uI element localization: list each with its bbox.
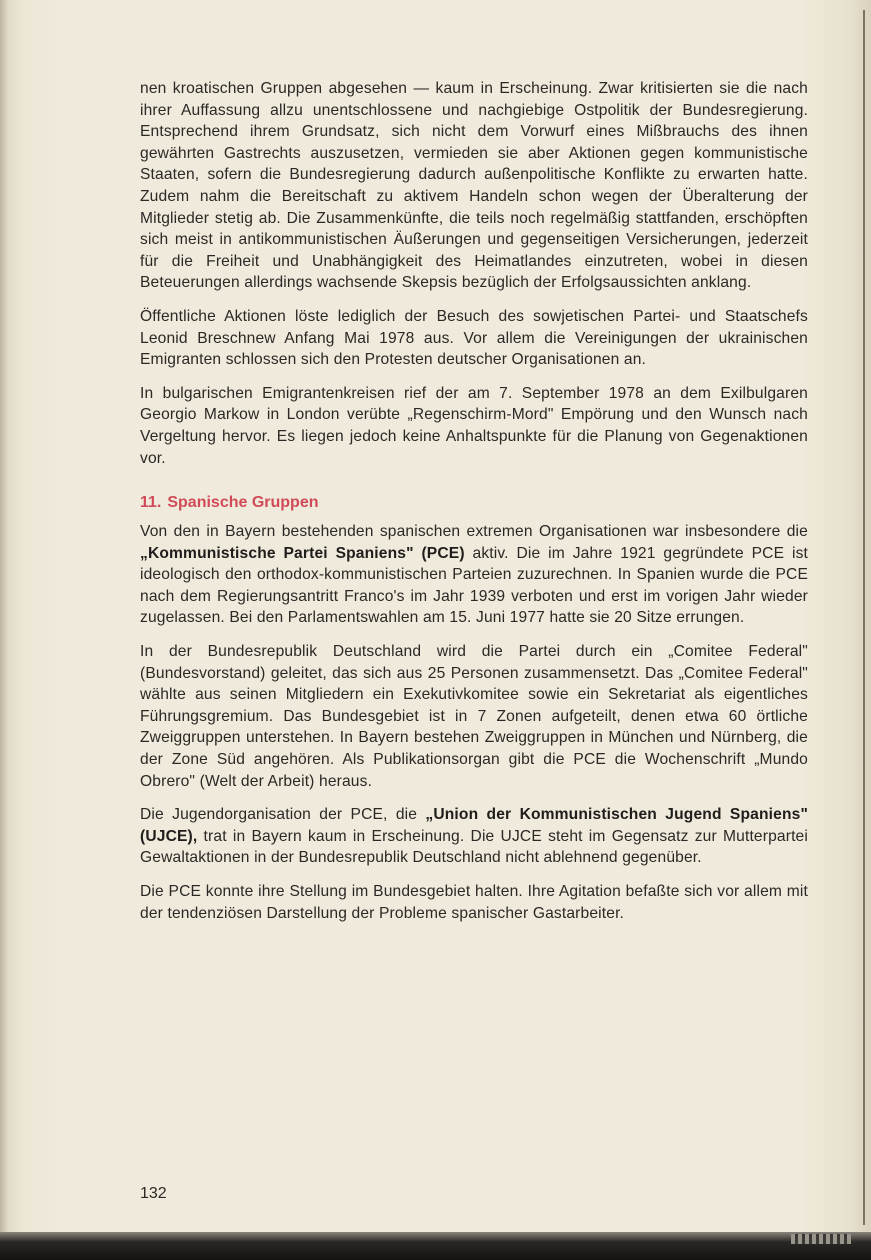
- paragraph-croatian-groups: nen kroatischen Gruppen abgesehen — kaum in Erscheinung. Zwar kritisierten sie die nach ihrer Auffassung allzu unentschlossene und nachgiebige Ostpolitik der Bundesregierung. Entsprechend ihrem Grundsatz, sich nicht dem Vorwurf eines Mißbrauchs des ihnen gewährten Gastrechts auszusetzen, vermieden sie aber Aktionen gegen kommunistische Staaten, sofern die Bundesregierung dadurch außenpolitische Konflikte zu erwarten hatte. Zudem nahm die Bereitschaft zu aktivem Handeln schon wegen der Überalterung der Mitglieder stetig ab. Die Zusammenkünfte, die teils noch regelmäßig stattfanden, erschöpften sich meist in antikommunistischen Äußerungen und gegenseitigen Versicherungen, jederzeit für die Freiheit und Unabhängigkeit des Heimatlandes einzutreten, wobei in diesen Beteuerungen allerdings wachsende Skepsis bezüglich der Erfolgsaussichten anklang.: [140, 80, 808, 292]
- paragraph-pce-agitation: Die PCE konnte ihre Stellung im Bundesgebiet halten. Ihre Agitation befaßte sich vor allem mit der tendenziösen Darstellung der Probleme spanischer Gastarbeiter.: [140, 883, 808, 922]
- paragraph-pce-intro-rest: aktiv. Die im Jahre 1921 gegründete PCE ist ideologisch den orthodox-kommunistischen Parteien zuzurechnen. In Spanien wurde die PCE nach dem Regierungsantritt Franco's im Jahr 1939 verboten und erst im vorigen Jahr wieder zugelassen. Bei den Parlamentswahlen am 15. Juni 1977 hatte sie 20 Sitze errungen.: [140, 544, 808, 627]
- ujce-organisation-name: „Union der Kommunistischen Jugend Spaniens" (UJCE),: [140, 806, 808, 845]
- page-body: [140, 78, 808, 936]
- paragraph-ujce-rest: trat in Bayern kaum in Erscheinung. Die UJCE steht im Gegensatz zur Mutterpartei Gewaltaktionen in der Bundesrepublik Deutschland nicht ablehnend gegenüber.: [140, 827, 808, 867]
- page-left-edge-shadow: [0, 0, 8, 1260]
- paragraph-pce-structure: In der Bundesrepublik Deutschland wird die Partei durch ein „Comitee Federal" (Bundesvorstand) geleitet, das sich aus 25 Personen zusammensetzt. Das „Comitee Federal" wählte aus seinen Mitgliedern ein Exekutivkomitee sowie ein Sekretariat als eigentliches Führungsgremium. Das Bundesgebiet ist in 7 Zonen aufgeteilt, denen etwa 60 örtliche Zweiggruppen unterstehen. In Bayern bestehen Zweiggruppen in München und Nürnberg, die der Zone Süd angehören. Als Publikationsorgan gibt die PCE die Wochenschrift „Mundo Obrero" (Welt der Arbeit) heraus.: [140, 643, 808, 790]
- paragraph-ujce: [140, 804, 808, 869]
- page-right-edge-line: [863, 10, 865, 1225]
- paragraph-ujce-start: Die Jugendorganisation der PCE, die: [140, 806, 426, 824]
- paragraph-pce-intro-start: Von den in Bayern bestehenden spanischen extremen Organisationen war insbesondere die: [140, 523, 808, 541]
- section-number: 11.: [140, 494, 162, 512]
- pce-party-name: „Kommunistische Partei Spaniens" (PCE): [140, 544, 465, 562]
- paragraph-pce-intro: [140, 521, 808, 629]
- section-heading: [140, 493, 808, 513]
- scan-bottom-shadow: [0, 1232, 871, 1260]
- page-number: 132: [140, 1185, 167, 1202]
- paragraph-public-actions: Öffentliche Aktionen löste lediglich der Besuch des sowjetischen Partei- und Staatschefs Leonid Breschnew Anfang Mai 1978 aus. Vor allem die Vereinigungen der ukrainischen Emigranten schlossen sich den Protesten deutscher Organisationen an.: [140, 307, 808, 369]
- paragraph-bulgarian-emigrants: In bulgarischen Emigrantenkreisen rief der am 7. September 1978 an dem Exilbulgaren Georgio Markow in London verübte „Regenschirm-Mord" Empörung und den Wunsch nach Vergeltung hervor. Es liegen jedoch keine Anhaltspunkte für die Planung von Gegenaktionen vor.: [140, 384, 808, 467]
- section-title: Spanische Gruppen: [167, 494, 319, 512]
